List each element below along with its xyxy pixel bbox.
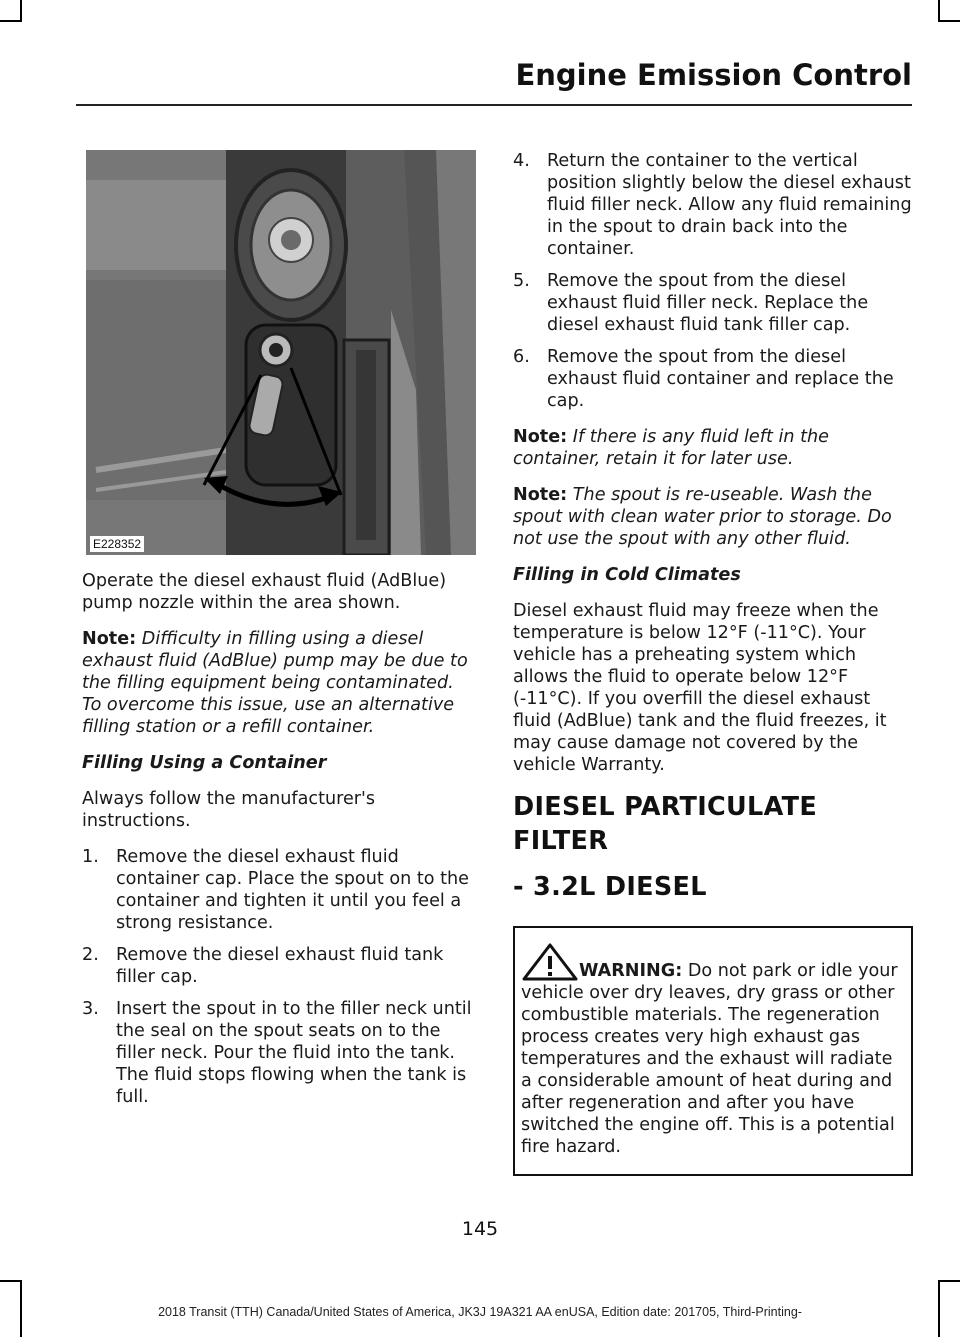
note-paragraph: [513, 426, 913, 470]
left-column: [82, 570, 472, 1122]
header-divider: [76, 104, 912, 106]
crop-mark: [938, 20, 960, 22]
instructions-paragraph: Always follow the manufacturer's instructions.: [82, 789, 376, 831]
page-number: 145: [461, 1218, 499, 1240]
crop-mark: [938, 1280, 960, 1282]
intro-paragraph: Operate the diesel exhaust fluid (AdBlue) pump nozzle within the area shown.: [82, 571, 447, 613]
step-text: Remove the spout from the diesel exhaust fluid container and replace the cap.: [547, 347, 894, 411]
page-title: Engine Emission Control: [515, 58, 912, 92]
section-heading-line: DIESEL PARTICULATE FILTER: [513, 792, 818, 856]
step-number: 5.: [513, 271, 530, 291]
step-text: Remove the diesel exhaust fluid container cap. Place the spout on to the container and tighten it until you feel a strong resistance.: [116, 847, 469, 933]
step-text: Remove the spout from the diesel exhaust fluid filler neck. Replace the diesel exhaust fluid tank filler cap.: [547, 271, 869, 335]
list-item: [513, 270, 913, 336]
note-label: Note:: [513, 485, 568, 505]
crop-mark: [938, 0, 940, 22]
note-text: If there is any fluid left in the container, retain it for later use.: [513, 427, 829, 469]
warning-text: Do not park or idle your vehicle over dry leaves, dry grass or other combustible materials. The regeneration process creates very high exhaust gas temperatures and the exhaust will radiate a considerable amount of heat during and after regeneration and after you have switched the engine off. This is a potential fire hazard.: [521, 961, 898, 1157]
crop-mark: [20, 0, 22, 22]
list-item: [82, 998, 472, 1108]
list-item: [513, 150, 913, 260]
note-paragraph: [82, 628, 472, 738]
subheading-container: Filling Using a Container: [82, 753, 327, 773]
step-text: Insert the spout in to the filler neck until the seal on the spout seats on to the filler neck. Pour the fluid into the tank. The fluid stops flowing when the tank is full.: [116, 999, 472, 1107]
filler-illustration: [86, 150, 476, 555]
subheading-cold-climates: Filling in Cold Climates: [513, 565, 741, 585]
section-heading-line: - 3.2L DIESEL: [513, 872, 707, 902]
step-number: 1.: [82, 847, 99, 867]
crop-mark: [0, 1280, 22, 1282]
right-column: [513, 150, 913, 1176]
section-heading: [513, 790, 913, 904]
step-text: Remove the diesel exhaust fluid tank filler cap.: [116, 945, 444, 987]
note-text: Difficulty in filling using a diesel exhaust fluid (AdBlue) pump may be due to the filling equipment being contaminated. To overcome this issue, use an alternative filling station or a refill container.: [82, 629, 468, 737]
list-item: [513, 346, 913, 412]
list-item: [82, 944, 472, 988]
steps-list-continued: [513, 150, 913, 412]
step-text: Return the container to the vertical position slightly below the diesel exhaust fluid filler neck. Allow any fluid remaining in the spout to drain back into the container.: [547, 151, 912, 259]
note-paragraph: [513, 484, 913, 550]
step-number: 4.: [513, 151, 530, 171]
note-text: The spout is re-useable. Wash the spout with clean water prior to storage. Do not use the spout with any other fluid.: [513, 485, 892, 549]
note-label: Note:: [82, 629, 137, 649]
footer-text: 2018 Transit (TTH) Canada/United States of America, JK3J 19A321 AA enUSA, Edition date: 201705, Third-Printing-: [158, 1305, 802, 1319]
figure-id: E228352: [90, 536, 144, 552]
cold-climates-paragraph: Diesel exhaust fluid may freeze when the temperature is below 12°F (-11°C). Your vehicle has a preheating system which allows the fluid to operate below 12°F (-11°C). If you overfill the diesel exhaust fluid (AdBlue) tank and the fluid freezes, it may cause damage not covered by the vehicle Warranty.: [513, 601, 887, 775]
list-item: [82, 846, 472, 934]
note-label: Note:: [513, 427, 568, 447]
warning-triangle-icon: [521, 942, 579, 982]
crop-mark: [0, 20, 22, 22]
illustration-def-filler: [86, 150, 476, 555]
step-number: 2.: [82, 945, 99, 965]
steps-list: [82, 846, 472, 1108]
warning-box: [513, 926, 913, 1176]
step-number: 6.: [513, 347, 530, 367]
step-number: 3.: [82, 999, 99, 1019]
warning-label: WARNING:: [579, 961, 683, 981]
